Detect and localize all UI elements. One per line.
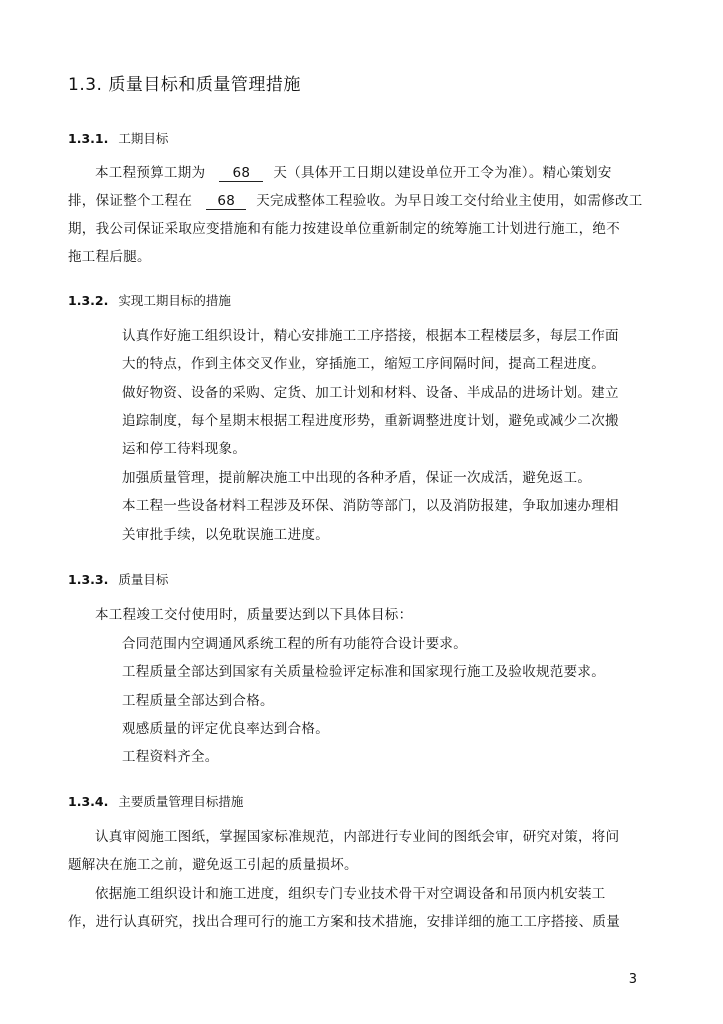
paragraph-line: 做好物资、设备的采购、定货、加工计划和材料、设备、半成品的进场计划。建立 bbox=[122, 385, 619, 401]
completion-days-field: 68 bbox=[206, 194, 246, 210]
section-heading-3 bbox=[68, 570, 168, 588]
text-span: 排，保证整个工程在 bbox=[68, 193, 193, 209]
paragraph-line: 加强质量管理，提前解决施工中出现的各种矛盾，保证一次成活，避免返工。 bbox=[122, 470, 592, 486]
paragraph-line: 追踪制度，每个星期末根据工程进度形势，重新调整进度计划，避免或减少二次搬 bbox=[122, 413, 619, 429]
paragraph-line: 拖工程后腿。 bbox=[68, 249, 151, 265]
section-label: 主要质量管理目标措施 bbox=[118, 794, 244, 809]
section-number: 1.3.3. bbox=[68, 572, 109, 587]
paragraph-line: 运和停工待料现象。 bbox=[122, 441, 247, 457]
duration-days-field: 68 bbox=[219, 166, 263, 182]
section-heading-1 bbox=[68, 129, 168, 147]
paragraph-line: 本工程竣工交付使用时，质量要达到以下具体目标： bbox=[95, 607, 413, 623]
paragraph-line: 题解决在施工之前，避免返工引起的质量损坏。 bbox=[68, 857, 358, 873]
section-label: 工期目标 bbox=[118, 131, 169, 146]
list-item: 工程质量全部达到合格。 bbox=[122, 693, 274, 709]
paragraph-line: 依据施工组织设计和施工进度，组织专门专业技术骨干对空调设备和吊顶内机安装工 bbox=[95, 886, 606, 902]
list-item: 工程质量全部达到国家有关质量检验评定标准和国家现行施工及验收规范要求。 bbox=[122, 664, 605, 680]
section-number: 1.3.1. bbox=[68, 131, 109, 146]
section-label: 实现工期目标的措施 bbox=[118, 293, 231, 308]
page-number: 3 bbox=[628, 972, 637, 987]
paragraph-line bbox=[68, 189, 643, 210]
paragraph-line: 认真作好施工组织设计，精心安排施工工序搭接，根据本工程楼层多，每层工作面 bbox=[122, 328, 619, 344]
text-span: 本工程预算工期为 bbox=[95, 165, 206, 181]
page-title: 1.3. 质量目标和质量管理措施 bbox=[68, 75, 301, 95]
list-item: 合同范围内空调通风系统工程的所有功能符合设计要求。 bbox=[122, 636, 467, 652]
section-heading-4 bbox=[68, 792, 243, 810]
paragraph-line bbox=[95, 161, 612, 182]
text-span: 天（具体开工日期以建设单位开工令为准）。精心策划安 bbox=[273, 165, 612, 181]
text-span: 天完成整体工程验收。为早日竣工交付给业主使用，如需修改工 bbox=[256, 193, 643, 209]
paragraph-line: 作，进行认真研究，找出合理可行的施工方案和技术措施，安排详细的施工工序搭接、质量 bbox=[68, 914, 620, 930]
list-item: 观感质量的评定优良率达到合格。 bbox=[122, 721, 329, 737]
paragraph-line: 大的特点，作到主体交叉作业，穿插施工，缩短工序间隔时间，提高工程进度。 bbox=[122, 356, 605, 372]
paragraph-line: 认真审阅施工图纸，掌握国家标准规范，内部进行专业间的图纸会审，研究对策，将问 bbox=[95, 829, 620, 845]
section-label: 质量目标 bbox=[118, 572, 169, 587]
section-heading-2 bbox=[68, 291, 231, 309]
paragraph-line: 关审批手续，以免耽误施工进度。 bbox=[122, 527, 329, 543]
list-item: 工程资料齐全。 bbox=[122, 749, 219, 765]
section-number: 1.3.2. bbox=[68, 293, 109, 308]
section-number: 1.3.4. bbox=[68, 794, 109, 809]
paragraph-line: 本工程一些设备材料工程涉及环保、消防等部门，以及消防报建，争取加速办理相 bbox=[122, 498, 619, 514]
paragraph-line: 期，我公司保证采取应变措施和有能力按建设单位重新制定的统筹施工计划进行施工，绝不 bbox=[68, 221, 620, 237]
